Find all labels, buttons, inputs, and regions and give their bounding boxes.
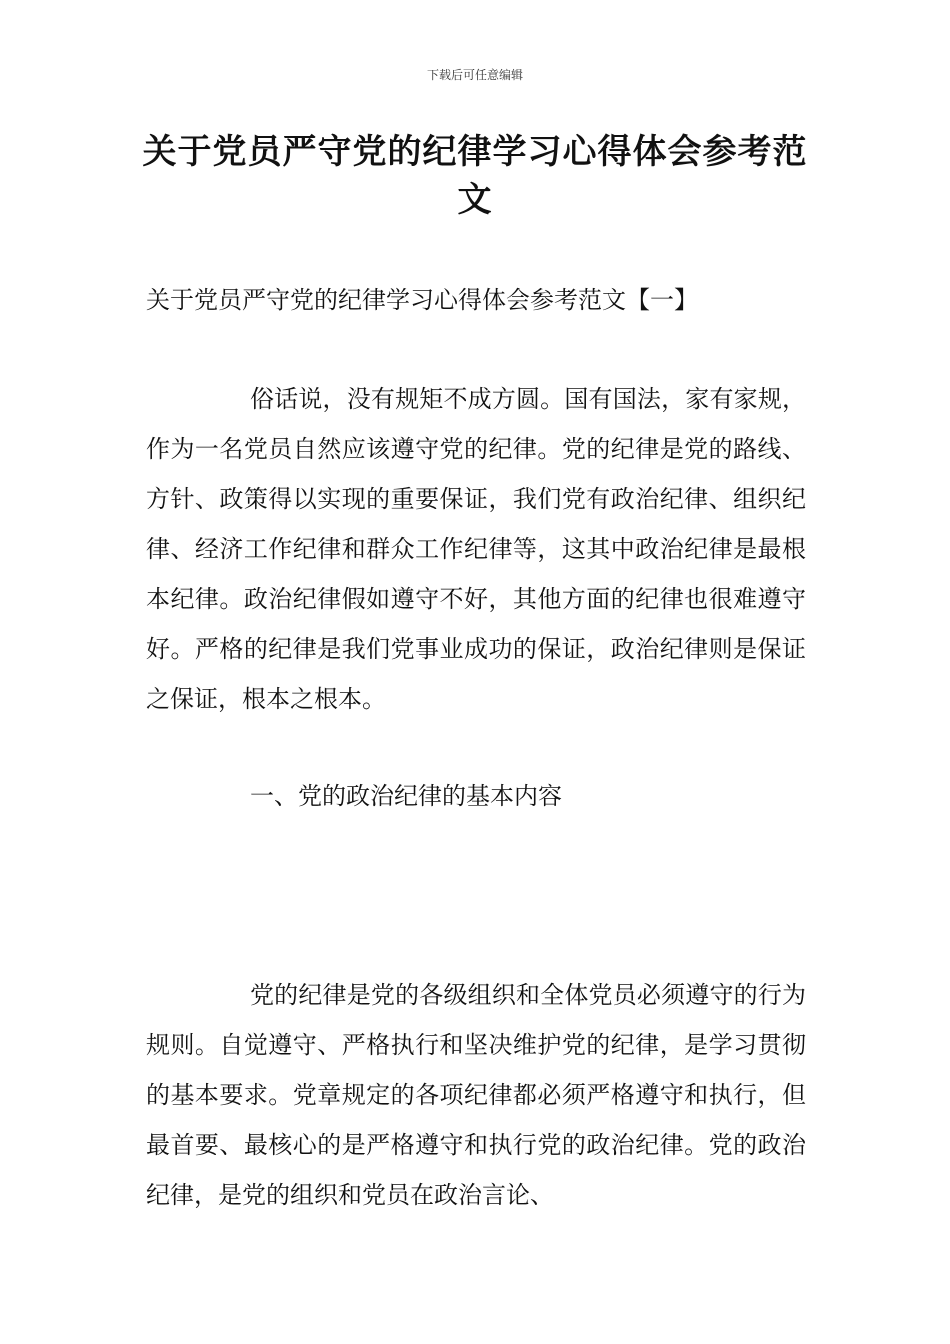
document-title: 关于党员严守党的纪律学习心得体会参考范文 <box>142 132 808 220</box>
header-note: 下载后可任意编辑 <box>426 68 523 82</box>
document-subtitle: 关于党员严守党的纪律学习心得体会参考范文【一】 <box>146 286 698 314</box>
body-paragraph-1: 俗话说，没有规矩不成方圆。国有国法，家有家规，作为一名党员自然应该遵守党的纪律。党的纪律是党的路线、方针、政策得以实现的重要保证，我们党有政治纪律、组织纪律、经济工作纪律和群众工作纪律等，这其中政治纪律是最根本纪律。政治纪律假如遵守不好，其他方面的纪律也很难遵守好。严格的纪律是我们党事业成功的保证，政治纪律则是保证之保证，根本之根本。 <box>146 385 806 713</box>
section-heading: 一、党的政治纪律的基本内容 <box>250 782 562 810</box>
body-paragraph-2: 党的纪律是党的各级组织和全体党员必须遵守的行为规则。自觉遵守、严格执行和坚决维护党的纪律，是学习贯彻的基本要求。党章规定的各项纪律都必须严格遵守和执行，但最首要、最核心的是严格遵守和执行党的政治纪律。党的政治纪律，是党的组织和党员在政治言论、 <box>146 981 806 1209</box>
